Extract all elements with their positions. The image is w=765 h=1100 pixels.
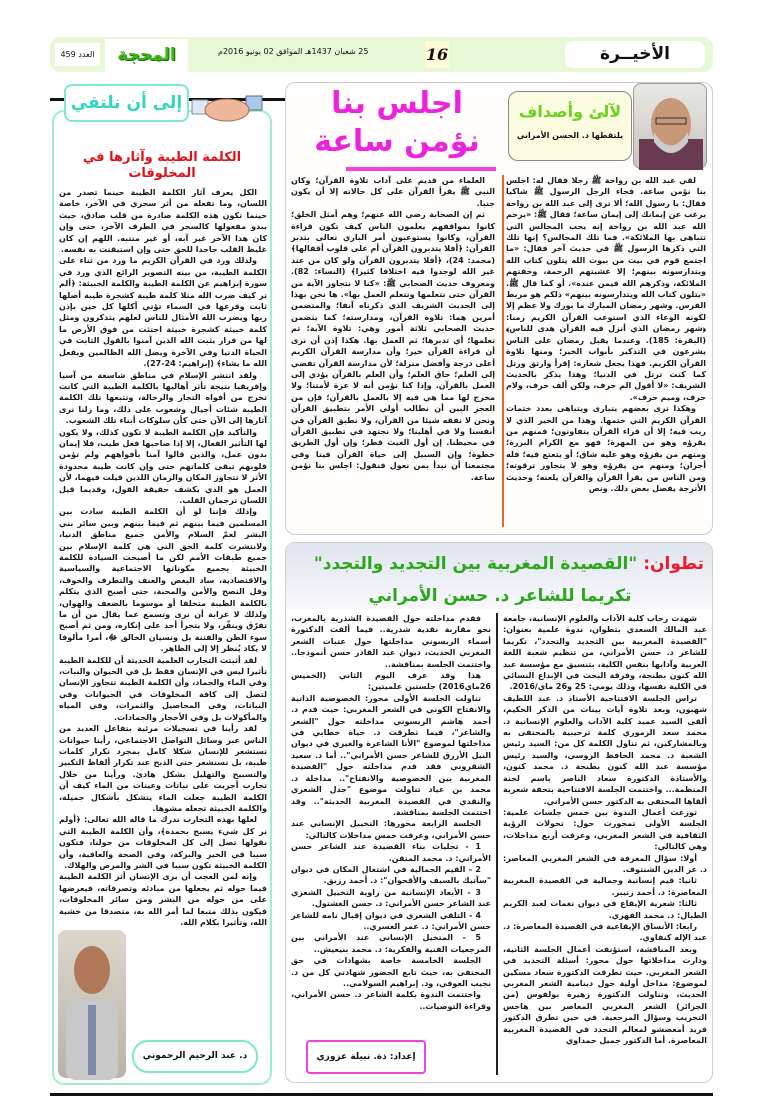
paragraph: ثم إن الصحابة رضي الله عنهم؛ وهم أمثل الخلق؛ كانوا بمواقفهم يعلمون الناس كيف تكون قراءة القرآن، وكانوا يستوعبون أمر الباري تعالى بتدبر القرآن: ﴿أفلا يتدبرون القرآن أم على قلوب أقفالها﴾ (محمد: 24)، ﴿أفلا يتدبرون القرآن ولو كان من عند غير الله لوجدوا فيه اختلافا كثيرا﴾ (النساء: 82). ومعروف حديث الصحابي ﷺ: «كنا لا نتجاوز الآية من القرآن حتى نتعلمها ونتعلم العمل بها». ها نحن بهذا إلى الحديث الشريف الذي ذكرناه آنفا؛ والمتضمن أمرين هما: تلاوة القرآن، ومدارسته؛ كما يتضمن حديث الصحابي ثلاثة أمور وهي: تلاوة الآية؛ ثم تعلمها؛ أي تدبرها؛ ثم العمل بها. هكذا إذن أن نرى أن قراءة القرآن خير؛ وأن مدارسة القرآن الكريم أعلى درجة وأفضل منزلة؛ لأن مدارسة القرآن تفضي إلى العلم؛ حاق العلم؛ وأن العلم بالقرآن يؤدي إلى العمل بالقرآن. وإذا كنا نؤمن أنه لا عزة لأمتنا؛ ولا مخرج لها مما هي فيه إلا بالعمل بالقرآن؛ فإن من العجز البين أن نطالب أولي الأمر بتطبيق القرآن ونحن لا نفقه شيئا من القرآن، ولا نطبق القرآن في أنفسنا ولا في أهلينا؛ ولا نجتهد في تطبيق القرآن في محيطنا. إن أول الغيث قطر؛ وإن أول الطريق خطوة؛ وإن السبيل إلى حياة القرآن فينا وفي مجتمعنا أن نبدأ بمن نعول فنقول: اجلس بنا نؤمن ساعة.: [291, 210, 495, 482]
title-main: "القصيدة المغربية بين التجديد والتجدد": [313, 554, 638, 574]
paragraph: هذا وقد عرف اليوم الثاني (الخميس 26ماي2016) جلستين علميتين:: [291, 671, 491, 692]
column-divider: [496, 613, 498, 1075]
paragraph: ثالثا: شعرية الإيقاع في ديوان نغمات لعبد الكريم الطبال: د. محمد الفهري.: [503, 899, 707, 920]
paragraph: فقدم مداخلته حول القصيدة الشذرية بالمغرب، نحو مقاربة نقدية شذرية.. فيما ألقت الدكتورة أسماء الريسوني مداخلتها حول عتبات الشعر المغربي الحديث، ديوان عبد القادر حسن أنموذجا.. واختتمت الجلسة بمناقشة..: [291, 614, 491, 669]
paragraph: 3 - الأبعاد الإنسانية من زاوية التخييل الشعري عند الشاعر حسن الأمراني: د. حسن الغشتول.: [291, 887, 491, 909]
page-header: [50, 37, 713, 72]
paragraph: واختتمت الندوة بكلمة الشاعر د. حسن الأمراني، وقراءة التوصيات..: [291, 990, 491, 1011]
paragraph: لعلها بهذه التجارب ندرك ما قاله الله تعالى: ﴿أولم نر كل شيء يسبح بحمده﴾، وأن الكلمة الطيبة التي نقولها تصل إلى كل المخلوقات من حولنا، فتكون سببا في الخير والبركة، وفي الصحة والعافية، وأن الكلمة الخبيثة تكون سببا في الشر والمرض والهلاك.: [59, 815, 267, 870]
newspaper-logo: المحجة: [105, 39, 188, 72]
article-title: [286, 553, 712, 577]
column-label: لآلئ وأصداف: [518, 102, 622, 121]
paragraph: وبعد المناقشة، استؤنفت أعمال الجلسة الثانية، ودارت مداخلاتها حول محور: أسئلة التجديد في الشعر المغربي. حيث تطرقت الدكتورة سعاد مسكين لموضوع: مداخل أولية حول دينامية الشعر المغربي الحديث، وتناولت الدكتورة زهيرة بولفوس (من الجزائر) الشعر المغربي المعاصر بين هاجس التجريب وسؤال المرجعية. في حين تطرق الدكتور فريد أمعضشو لمعالم التجدد في القصيدة المغربية المعاصرة. أما الدكتور جميل حمداوي: [503, 944, 707, 1046]
paragraph: وإنه لمن العجب أن يرى الإنسان أثر الكلمة الطيبة فيما حوله ثم يجعلها من مبادئه وتصرفاته، فيعرضها على من حوله من البشر ومن سائر المخلوقات، فيكون بذلك متبعا لما أمر الله به، متصدقا من خشية الله، وتأثيرا بكلام الله.: [59, 872, 267, 927]
title-place: تطوان:: [643, 554, 704, 574]
paragraph: ولقد انتشر الإسلام في مناطق شاسعة من آسيا وإفريقيا نتيجة تأثر أهاليها بالكلمة الطيبة التي كانت تخرج من أفواه التجار والرحالة، وتتبعها تلك الكلمة الطيبة شئات أجيال وشعوب على ذلك، وما زلنا نرى آثارها إلى الآن حتى كأن سلوكات أبناء تلك الشعوب.: [59, 370, 267, 426]
column-author: يلتقطها د. الحسن الأمراني: [516, 131, 624, 140]
section-name: الأخيــرة: [565, 41, 705, 68]
paragraph: 5 - المتخيل الإنساني عند الأمراني بين المرجعيات الفنية والفكرية: د. محمد بنيعيش..: [291, 933, 491, 954]
paragraph: 4 - التلقي الشعري في ديوان إقبال نامه للشاعر حسن الأمراني: د. عمر العسري..: [291, 910, 491, 931]
paragraph: والتأكيد فإن الكلمة الطيبة لا تكون كذلك، ولا يكون لها التأثير الفعال، إلا إذا صاحبها فعل طيب، فلا إيمان بدون عمل، والذين قالوا آمنا بأفواههم ولم تؤمن قلوبهم تبقى كلماتهم حتى وإن كانت طيبة محدودة الأثر لا تتجاوز المكان والزمان اللذين قيلت فيهما، لأن العمل هو الذي يكشف حقيقة القول، وقديما قيل اللسان ترجمان القلب.: [59, 427, 267, 505]
article-title: الكلمة الطيبة وآثارها في المخلوقات: [82, 150, 242, 181]
article-title: اجلس بنا نؤمن ساعة: [314, 86, 480, 159]
paragraph: تناولت الجلسة الأولى محور: الخصوصية الذاتية والانفتاح الكوني في الشعر المغربي: حيث قدم د. أحمد هاشم الريسوني مداخلته حول "الشعر والشاعر"، فيما تطرقت د. حياة خطابي في مداخلتها لموضوع "الأنا الشاعرة والغيري في ديوان النيل الأزرق للشاعر حسن الأمراني".. أما د. سعيد الشقروني فقد قدم مداخلته حول "القصيدة المغربية بين الخصوصية والانفتاح".. مداخلة د. محمد بن عياد تناولت موضوع "جدل الشعري والنقدي في القصيدة المغربية الحديثة".. وقد اختتمت الجلسة بمناقشة.: [291, 693, 491, 817]
bottom-divider: [50, 1093, 713, 1096]
paragraph: ولذلك ورد في القرآن الكريم ما ورد من ثناء على الكلمة الطيبة، من بينه التصوير الرائع الذي ورد في سورة إبراهيم عن الكلمة الطيبة والكلمة الخبيثة: ﴿ألم تر كيف ضرب الله مثلا كلمة طيبة كشجرة طيبة أصلها ثابت وفرعها في السماء تؤتي أكلها كل حين بإذن ربها ويضرب الله الأمثال للناس لعلهم يتذكرون ومثل كلمة خبيثة كشجرة خبيثة اجتثت من فوق الأرض ما لها من قرار يثبت الله الذين آمنوا بالقول الثابت في الحياة الدنيا وفي الآخرة ويضل الله الظالمين ويفعل الله ما يشاء﴾ (إبراهيم: 24-27).: [59, 256, 267, 369]
paragraph: تراس الجلسة الافتتاحية الأستاذ د. عبد اللطيف شهبون، وبعد تلاوة آيات بينات من الذكر الحكيم، ألقى السيد عميد كلية الآداب والعلوم الإنسانية د. محمد سعد الزموري كلمة ترحيبية بالمحتفى به وبالمشاركين، ثم تناول الكلمة كل من: السيد رئيس الشعبة د. محمد الحافظ الروسي، والسيد رئيس مؤسسة عبد الله كنون بطنجة د. محمد كنون، والأستاذة الدكتورة سعاد الناصر باسم لجنة المنظمة... واختتمت الجلسة الافتتاحية بتحفة شعرية ألقاها المحتفى به الدكتور حسن الأمراني.: [503, 693, 707, 806]
column-label-box: [508, 91, 632, 161]
left-column-article: [52, 93, 272, 1085]
paragraph: 2 - القيم الجمالية في اشتغال المكان في ديوان "سآتيك بالسيف والأقحوان": د. أحمد رزيق.: [291, 864, 491, 886]
article-body: [59, 187, 267, 927]
paragraph: وإذلك فإننا لو أن الكلمة الطيبة سادت بين المسلمين فيما بينهم ثم فيما بينهم وبين سائر بني البشر لعمّ السلام والأمن جميع مناطق الدنيا، ولانتشرت كلمة الحق التي هي كلمة الإسلام بين جميع طبقات الأمم لكن ما أصبحت السيادة للكلمة الخبيثة بجميع مكوناتها الاجتماعية والسياسية والاقتصادية، ساد البغض والعنف والتطرف والخوف، وقل النصح والأمن والمحبة، حتى أصبح الذي يتكلم بالكلمة الطيبة متخلفا أو موسوما بالضعف والهوان، ولذلك لا غرابة أن نرى وتسمع عما يقال من أن ما تفرّق وينفّر، ولا يتجرأ أحد على إنكاره، ومن ثم أصبح سوء الظن والفتنة بل ونسيان الخالق ﷻ، أمرا مألوفا لا يكاد يُنظر إلا إلى الظاهر.: [59, 507, 267, 654]
paragraph: رابعا: الأنساق الإيقاعية في القصيدة المعاصرة: د. عبد الإله كنفاوي.: [503, 921, 707, 943]
title-underline: [346, 167, 496, 171]
columnist-photo: [633, 83, 707, 169]
issue-date: 25 شعبان 1437هـ الموافق 02 يونيو 2016م: [218, 47, 369, 56]
paragraph: لقد أثبتت التجارب العلمية الحديثة أن للكلمة الطيبة تأثيرا ليس في الإنسان فقط بل في الحيوان والنبات، وفي الماء والجماد، وأن الكلمة الطيبة تتجاوز الإنسان لتصل إلى كافة المخلوقات في الحيوانات وفي النباتات، وفي المحاصيل والثمرات، وفي المياه والمأكولات بل وفي الأحجار والجمادات.: [59, 655, 267, 722]
article-byline: إعداد: ذة. نبيلة عزوزي: [306, 1040, 426, 1074]
paragraph: ثانيا: قيم إنسانية وجمالية في القصيدة المغربية المعاصرة: د. أحمد زنيبر.: [503, 876, 707, 897]
paragraph: لقي عبد الله بن رواحة ﷺ رجلا فقال له: اجلس بنا نؤمن ساعة. فجاء الرجل الرسول ﷺ شاكيا فقال: يا رسول الله؛ ألا ترى إلى عبد الله بن رواحة يرغب عن إيمانك إلى إيمان ساعة؛ فقال ﷺ: «يرحم الله عبد الله بن رواحة إنه يحب المجالس التي تتباهى بها الملائكة». فما تلك المجالس؟ إنها تلك التي ذكرها الرسول ﷺ في حديث آخر فقال: «ما اجتمع قوم في بيت من بيوت الله يتلون كتاب الله ويتدارسونه بينهم؛ إلا غشيتهم الرحمة، وحفتهم الملائكة، وذكرهم الله فيمن عنده». أو كما قال ﷺ. «يتلون كتاب الله ويتدارسونه بينهم» ذلكم هو مربط الفرس. وشهر رمضان المبارك ما بورك ولا عظم إلا لكونه الوعاء الذي استوعب القرآن الكريم زمنا: ﴿شهر رمضان الذي أنزل فيه القرآن هدى للناس﴾ (البقرة: 185). وعندما يقبل رمضان على الناس يشرعون في التذكير بأبواب الخير؛ ومنها تلاوة القرآن الكريم. فهذا يجعل شعاره: إقرأ وارتق ورتل كما كنت ترتل في الدنيا؛ وهذا يذكر بالحديث الشريف: «لا أقول الم حرف، ولكن ألف حرف، ولام حرف، وميم حرف».: [506, 176, 707, 402]
page-number: 16: [425, 41, 449, 68]
article-subtitle: تكريما للشاعر د. حسن الأمراني: [368, 586, 632, 606]
column-banner: إلى أن نلتقي: [64, 84, 189, 122]
article-column-left: [291, 175, 495, 530]
bottom-article: [285, 542, 713, 1083]
paragraph: أولا: سؤال المعرفة في الشعر المغربي المعاصر: د. عز الدين الشنتوف.: [503, 853, 707, 874]
paragraph: شهدت رحاب كلية الآداب والعلوم الإنسانية، جامعة عبد المالك السعدي بتطوان، ندوة علمية بعنوان: "القصيدة المغربية بين التجديد والتجدد"، تكريما للشاعر د. حسن الأمراني، من تنظيم شعبة اللغة العربية وآدابها بنفس الكلية، بتنسيق مع مؤسسة عبد الله كنون بطنجة، وفرقة البحث في الإبداع النسائي في الكلية نفسها، وذلك يومي: 25 و26 ماي/2016.: [503, 614, 707, 692]
paragraph: توزعت أعمال الندوة بين خمس جلسات علمية: الجلسة الأولى تمحورت حول: تحولات الرؤية الثقافية في الشعر المغربي، وعرفت أربع مداخلات، وهي كالتالي:: [503, 807, 707, 852]
top-article: [285, 82, 713, 535]
paragraph: وهكذا ترى بعضهم يتبارى ويتباهى بعدد ختمات القرآن الكريم التي ختمها. وهذا من الخير الذي لا ريب فيه؛ إلا أن قراء القرآن يتفاوتون؛ فمنهم من يقرؤه وهو من المهرة؛ فهو مع الكرام البررة؛ ومنهم من يقرؤه وهو عليه شاق؛ أو يتعتع فيه؛ فله أجران؛ ومنهم من يقرؤه وهو لا يتجاوز ترقوته؛ ومن الناس من يقرأ القرآن والقرآن يلعنه؛ وحديث الأترجة يفصل بعض ذلك. ونص: [506, 404, 706, 493]
paragraph: الجلسة الرابعة محورها: التخييل الإنساني عند حسن الأمراني، وعرفت خمس مداخلات كالتالي:: [291, 819, 491, 840]
article-column-right: [503, 613, 707, 1078]
paragraph: العلماء من قديم على آداب تلاوة القرآن؛ وكان النبي ﷺ يقرأ القرآن على كل حالاته إلا أن يكون جنبا.: [291, 176, 495, 208]
handshake-icon: [192, 90, 262, 130]
paragraph: الجلسة الخامسة خاصة بشهادات في حق المحتفى به، حيث تابع الحضور شهادتي كل من د. نجيب العوفي، ود. إبراهيم السولامي..: [291, 956, 491, 988]
issue-number: العدد 459: [55, 43, 100, 66]
author-name: د. عبد الرحيم الرحموني: [132, 1040, 258, 1073]
column-divider: [502, 175, 504, 527]
author-photo: [58, 930, 126, 1078]
article-column-right: [506, 175, 706, 530]
paragraph: الكل يعرف آثار الكلمة الطيبة حينما تصدر من اللسان، وما تفعله من أثر سحري في الآخر، خاصة حينما تكون هذه الكلمة صادرة من قلب صادق، حيث يبدو مفعولها كالسحر في الطرف الآخر، حتى وإن كان هذا الآخر غير آبه، أو غير منتبه. اللهم إن كان غليظ القلب جاحدا للحق حتى وإن استيقنت به نفسه.: [59, 188, 267, 255]
paragraph: لقد رأينا في تسجيلات مرئية بتفاعل العديد من الناس عبر وسائل التواصل الاجتماعي، رأينا حيوانات تستشعر للإنسان شكلا كامل بمجرد تكرار كلمات طيبة، بل تستشعر حتى الذبح عند تكرار ألفاظ التكبير والتسبيح والتهليل بشكل هادئ. ورأينا من خلال تجارب أجريت على نباتات وعينات من الماء كيف أن الكلمة الطيبة جعلت الماء يتشكل بأشكال جميلة، والكلمة الخبيثة تجعله مشوها.: [59, 724, 267, 813]
paragraph: 1 - تجليات بناء القصيدة عند الشاعر حسن الأمراني: د. محمد المتقن.: [291, 842, 491, 863]
article-column-left: [291, 613, 491, 1028]
